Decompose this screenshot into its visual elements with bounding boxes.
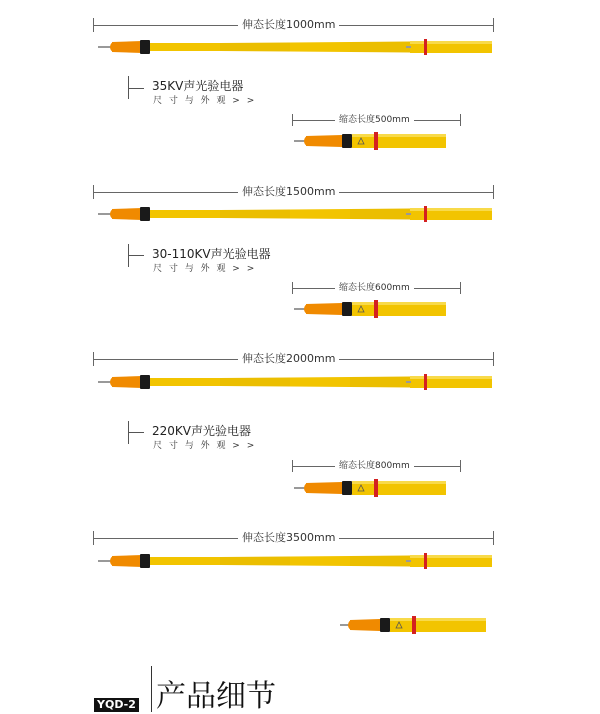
- tester-pole-extended-2: [90, 203, 500, 225]
- tester-pole-retracted-1: [290, 130, 460, 152]
- model-name: 30-110KV声光验电器: [152, 247, 271, 261]
- extended-length-label: 伸态长度2000mm: [238, 352, 339, 366]
- section-title: 产品细节: [156, 679, 276, 714]
- tester-pole-retracted-2: [290, 298, 460, 320]
- retracted-length-label: 缩态长度500mm: [335, 114, 414, 126]
- model-name: 220KV声光验电器: [152, 424, 251, 438]
- tester-pole-extended-4: [90, 550, 500, 572]
- footer-divider: [151, 666, 152, 712]
- model-name: 35KV声光验电器: [152, 79, 244, 93]
- size-and-appearance-link[interactable]: 尺 寸 与 外 观 > >: [153, 96, 257, 106]
- retracted-length-label: 缩态长度800mm: [335, 460, 414, 472]
- retracted-length-label: 缩态长度600mm: [335, 282, 414, 294]
- tester-pole-extended-3: [90, 371, 500, 393]
- size-and-appearance-link[interactable]: 尺 寸 与 外 观 > >: [153, 264, 257, 274]
- extended-length-label: 伸态长度3500mm: [238, 531, 339, 545]
- extended-length-label: 伸态长度1000mm: [238, 18, 339, 32]
- model-badge: YQD-2: [94, 698, 139, 712]
- extended-length-label: 伸态长度1500mm: [238, 185, 339, 199]
- tester-pole-retracted-4: [336, 614, 492, 636]
- tester-pole-retracted-3: [290, 477, 460, 499]
- tester-pole-extended-1: [90, 36, 500, 58]
- size-and-appearance-link[interactable]: 尺 寸 与 外 观 > >: [153, 441, 257, 451]
